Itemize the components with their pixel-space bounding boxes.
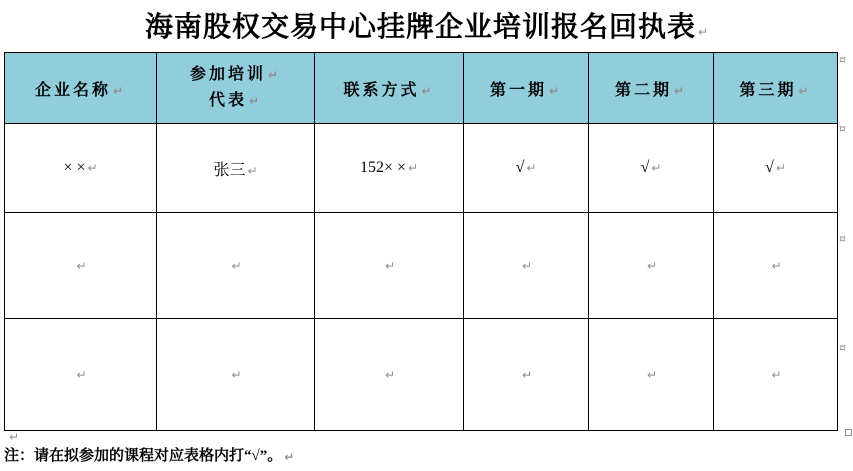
header-cell-representative[interactable] [157,53,315,124]
footnote-text: 注：请在拟参加的课程对应表格内打“√”。 [4,448,283,464]
cell-representative[interactable] [157,124,315,213]
empty-cell[interactable] [315,213,464,319]
header-cell-period-1[interactable] [464,53,589,124]
table-row [5,319,838,431]
header-label: 第一期 [489,81,547,99]
header-cell-contact[interactable] [315,53,464,124]
cell-contact[interactable] [315,124,464,213]
empty-cell[interactable] [464,319,589,431]
header-label: 联系方式 [343,81,420,99]
empty-cell[interactable] [157,213,315,319]
paragraph-mark-icon: ↵ [798,83,812,98]
paragraph-mark-icon: ↵ [9,430,20,444]
table-resize-handle[interactable] [845,429,852,436]
row-end-mark-icon: ¤ [839,122,846,135]
paragraph-mark-icon: ↵ [548,83,563,98]
document-title: 海南股权交易中心挂牌企业培训报名回执表 [144,12,696,43]
header-label: 第三期 [739,81,797,99]
cell-period-1-check[interactable] [464,124,589,213]
paragraph-mark-icon: ↵ [248,93,263,108]
cell-value: × × [63,159,86,176]
cell-value: 152× × [359,159,406,176]
paragraph-mark-icon: ↵ [231,258,242,273]
cell-value: 张三 [213,161,246,179]
paragraph-mark-icon: ↵ [247,163,258,178]
empty-cell[interactable] [315,319,464,431]
cell-period-2-check[interactable] [589,124,714,213]
paragraph-mark-icon: ↵ [673,83,688,98]
header-cell-company[interactable] [5,53,157,124]
table-row [5,124,838,213]
checkmark-icon: √ [515,159,525,176]
checkmark-icon: √ [765,159,774,176]
empty-cell[interactable] [714,319,838,431]
paragraph-mark-icon: ↵ [651,161,662,176]
paragraph-mark-icon: ↵ [697,25,709,40]
paragraph-mark-icon: ↵ [521,258,533,273]
paragraph-mark-icon: ↵ [284,449,295,464]
empty-cell[interactable] [5,319,157,431]
footnote-line [4,444,294,465]
checkmark-icon: √ [640,159,650,176]
row-end-mark-icon: ¤ [839,341,846,354]
paragraph-mark-icon: ↵ [521,367,533,382]
row-end-mark-icon: ¤ [839,232,846,245]
paragraph-mark-icon: ↵ [775,161,786,176]
paragraph-mark-icon: ↵ [771,367,782,382]
cell-company-name[interactable] [5,124,157,213]
paragraph-mark-icon: ↵ [771,258,782,273]
cell-period-3-check[interactable] [714,124,838,213]
paragraph-mark-icon: ↵ [112,83,127,98]
registration-table [4,52,838,431]
empty-cell[interactable] [589,213,714,319]
paragraph-mark-icon: ↵ [76,258,87,273]
header-label: 参加培训 [189,66,266,84]
paragraph-mark-icon: ↵ [76,367,87,382]
paragraph-mark-icon: ↵ [421,83,435,98]
table-header-row [5,53,838,124]
empty-cell[interactable] [714,213,838,319]
paragraph-mark-icon: ↵ [646,258,658,273]
row-end-mark-icon: ¤ [839,53,846,66]
empty-cell[interactable] [5,213,157,319]
line-break-mark-icon: ↵ [267,68,282,83]
table-row [5,213,838,319]
header-cell-period-3[interactable] [714,53,838,124]
paragraph-mark-icon: ↵ [384,258,396,273]
header-label: 第二期 [614,81,672,99]
paragraph-mark-icon: ↵ [526,161,537,176]
paragraph-mark-icon: ↵ [87,161,98,176]
paragraph-mark-icon: ↵ [384,367,396,382]
paragraph-mark-icon: ↵ [231,367,242,382]
header-label: 企业名称 [34,81,111,99]
document-title-line [0,5,853,45]
paragraph-mark-icon: ↵ [407,161,419,176]
empty-cell[interactable] [589,319,714,431]
header-cell-period-2[interactable] [589,53,714,124]
header-label: 代表 [208,92,247,109]
empty-cell[interactable] [464,213,589,319]
paragraph-mark-icon: ↵ [646,367,658,382]
empty-cell[interactable] [157,319,315,431]
